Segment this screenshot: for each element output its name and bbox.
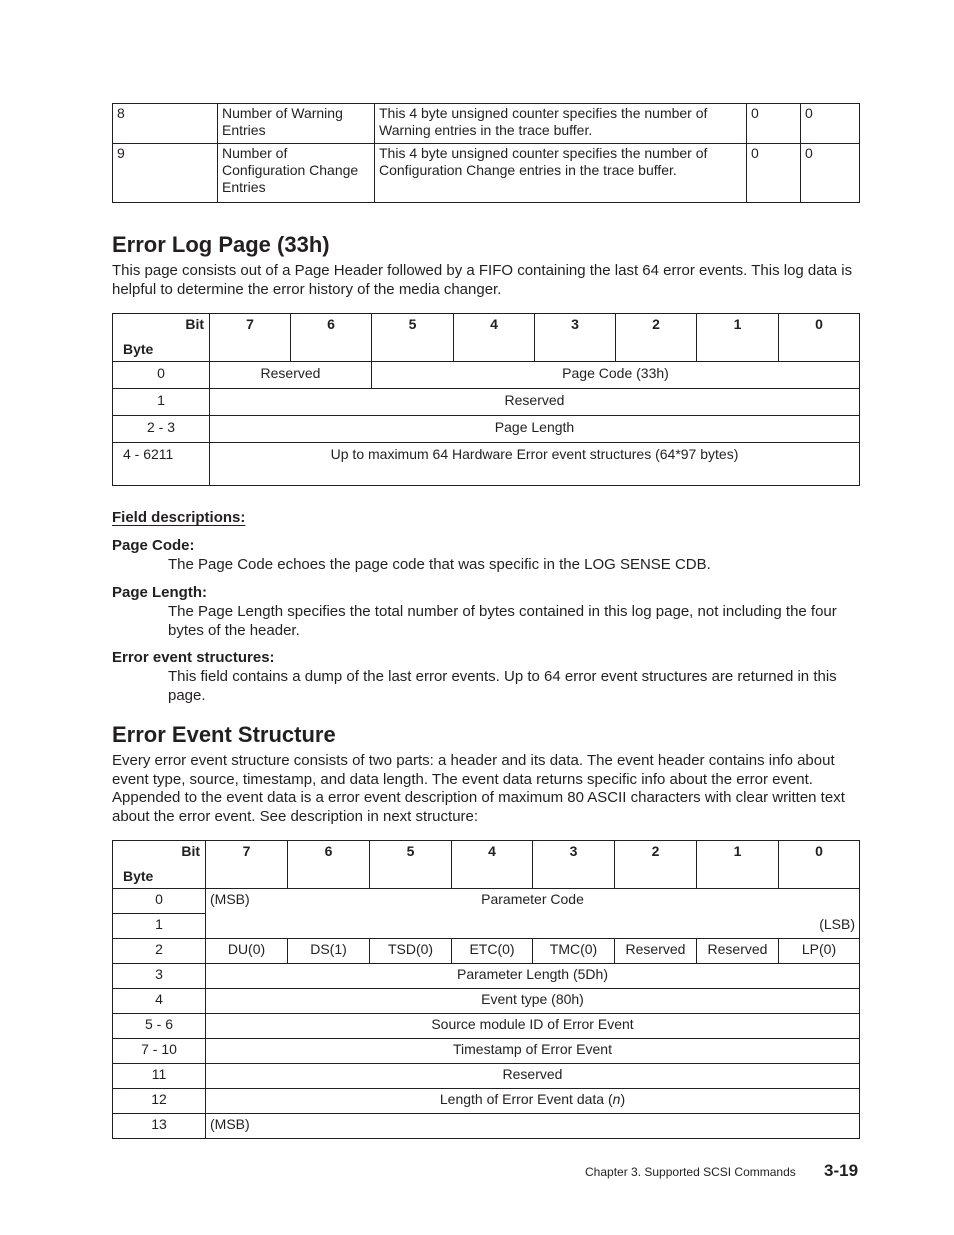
field-cell [206, 1089, 860, 1114]
table-row [113, 1039, 860, 1064]
byte-cell: 5 - 6 [113, 1014, 206, 1039]
table-row [113, 144, 860, 203]
field-cell: Parameter Length (5Dh) [206, 964, 860, 989]
field-cell [206, 914, 860, 939]
error-event-structure-table [112, 840, 860, 1139]
description-cell: This 4 byte unsigned counter specifies the number of Configuration Change entries in the trace buffer. [375, 144, 747, 203]
byte-cell: 0 [113, 362, 210, 389]
field-value: Parameter Code [481, 891, 584, 907]
flag-cell: Reserved [697, 939, 779, 964]
field-cell: Reserved [210, 389, 860, 416]
section-heading-error-event-structure: Error Event Structure [112, 722, 336, 747]
field-cell: Up to maximum 64 Hardware Error event structures (64*97 bytes) [210, 443, 860, 486]
bit-number: 4 [452, 841, 533, 889]
flag-cell: ETC(0) [452, 939, 533, 964]
flag-cell: TMC(0) [533, 939, 615, 964]
bit-number: 6 [291, 314, 372, 362]
bit-number: 4 [454, 314, 535, 362]
field-name-cell: Number of Warning Entries [218, 104, 375, 144]
flag-cell: LP(0) [779, 939, 860, 964]
error-log-intro: This page consists out of a Page Header followed by a FIFO containing the last 64 error events. This log data is helpful to determine the error history of the media changer. [112, 262, 853, 298]
bit-label: Bit [181, 843, 200, 859]
table-row [113, 914, 860, 939]
field-value-prefix: Length of Error Event data ( [439, 1091, 613, 1107]
bit-header-row [113, 314, 860, 362]
field-cell [206, 1114, 860, 1139]
bit-number: 5 [372, 314, 454, 362]
bit-number: 3 [533, 841, 615, 889]
value-cell: 0 [747, 144, 801, 203]
table-row [113, 964, 860, 989]
bit-number: 1 [697, 841, 779, 889]
bit-number: 7 [206, 841, 288, 889]
footer-chapter: Chapter 3. Supported SCSI Commands [585, 1165, 796, 1179]
table-row [113, 389, 860, 416]
byte-label: Byte [123, 868, 154, 884]
field-text-page-code: The Page Code echoes the page code that was specific in the LOG SENSE CDB. [168, 556, 711, 573]
bit-label: Bit [185, 316, 204, 332]
field-name-error-event-structures: Error event structures: [112, 649, 275, 666]
byte-cell: 1 [113, 914, 206, 939]
description-cell: This 4 byte unsigned counter specifies the number of Warning entries in the trace buffer. [375, 104, 747, 144]
field-descriptions-heading: Field descriptions: [112, 509, 246, 526]
table-row [113, 1089, 860, 1114]
flag-cell: TSD(0) [370, 939, 452, 964]
table-row [113, 889, 860, 914]
byte-cell: 7 - 10 [113, 1039, 206, 1064]
byte-cell: 9 [113, 144, 218, 203]
flag-cell: DS(1) [288, 939, 370, 964]
bit-byte-corner [113, 314, 210, 362]
table-row [113, 989, 860, 1014]
table-row [113, 443, 860, 486]
field-cell [206, 889, 860, 914]
bit-number: 2 [616, 314, 697, 362]
field-cell: Reserved [210, 362, 372, 389]
bit-number: 6 [288, 841, 370, 889]
table-row [113, 1064, 860, 1089]
table-row [113, 1014, 860, 1039]
byte-cell: 12 [113, 1089, 206, 1114]
msb-marker: (MSB) [210, 891, 250, 907]
table-row [113, 104, 860, 144]
value-cell: 0 [801, 144, 860, 203]
byte-cell: 13 [113, 1114, 206, 1139]
trace-counters-table [112, 103, 860, 203]
value-cell: 0 [801, 104, 860, 144]
value-cell: 0 [747, 104, 801, 144]
byte-cell: 2 [113, 939, 206, 964]
field-cell: Event type (80h) [206, 989, 860, 1014]
field-name-page-length: Page Length: [112, 584, 208, 601]
byte-cell: 8 [113, 104, 218, 144]
msb-marker: (MSB) [210, 1116, 250, 1132]
byte-cell: 4 [113, 989, 206, 1014]
bit-number: 7 [210, 314, 291, 362]
byte-label: Byte [123, 341, 154, 357]
lsb-marker: (LSB) [819, 915, 855, 932]
table-row [113, 362, 860, 389]
field-cell: Source module ID of Error Event [206, 1014, 860, 1039]
bit-number: 3 [535, 314, 616, 362]
byte-cell: 4 - 6211 [113, 443, 210, 486]
field-cell: Page Length [210, 416, 860, 443]
byte-cell: 0 [113, 889, 206, 914]
field-text-page-length: The Page Length specifies the total number of bytes contained in this log page, not including the four bytes of the header. [168, 603, 837, 639]
field-cell: Timestamp of Error Event [206, 1039, 860, 1064]
bit-byte-corner [113, 841, 206, 889]
table-row [113, 1114, 860, 1139]
byte-cell: 2 - 3 [113, 416, 210, 443]
flag-cell: DU(0) [206, 939, 288, 964]
byte-cell: 1 [113, 389, 210, 416]
field-value-variable: n [612, 1091, 621, 1107]
error-log-page-table [112, 313, 860, 486]
bit-number: 1 [697, 314, 779, 362]
field-cell: Reserved [206, 1064, 860, 1089]
bit-number: 0 [779, 841, 860, 889]
byte-cell: 3 [113, 964, 206, 989]
field-value-suffix: ) [620, 1091, 626, 1107]
field-text-error-event-structures: This field contains a dump of the last error events. Up to 64 error event structures are returned in this page. [168, 668, 837, 704]
error-event-intro: Every error event structure consists of two parts: a header and its data. The event header contains info about event type, source, timestamp, and data length. The event data returns specific info about the error event. Appended to the event data is a error event description of maximum 80 ASCII characters with clear written text about the error event. See description in next structure: [112, 752, 845, 825]
flag-cell: Reserved [615, 939, 697, 964]
field-name-page-code: Page Code: [112, 537, 195, 554]
field-name-cell: Number of Configuration Change Entries [218, 144, 375, 203]
table-row [113, 939, 860, 964]
bit-number: 0 [779, 314, 860, 362]
table-row [113, 416, 860, 443]
bit-header-row [113, 841, 860, 889]
bit-number: 2 [615, 841, 697, 889]
field-cell: Page Code (33h) [372, 362, 860, 389]
section-heading-error-log: Error Log Page (33h) [112, 232, 330, 257]
page-number: 3-19 [824, 1161, 859, 1180]
bit-number: 5 [370, 841, 452, 889]
byte-cell: 11 [113, 1064, 206, 1089]
